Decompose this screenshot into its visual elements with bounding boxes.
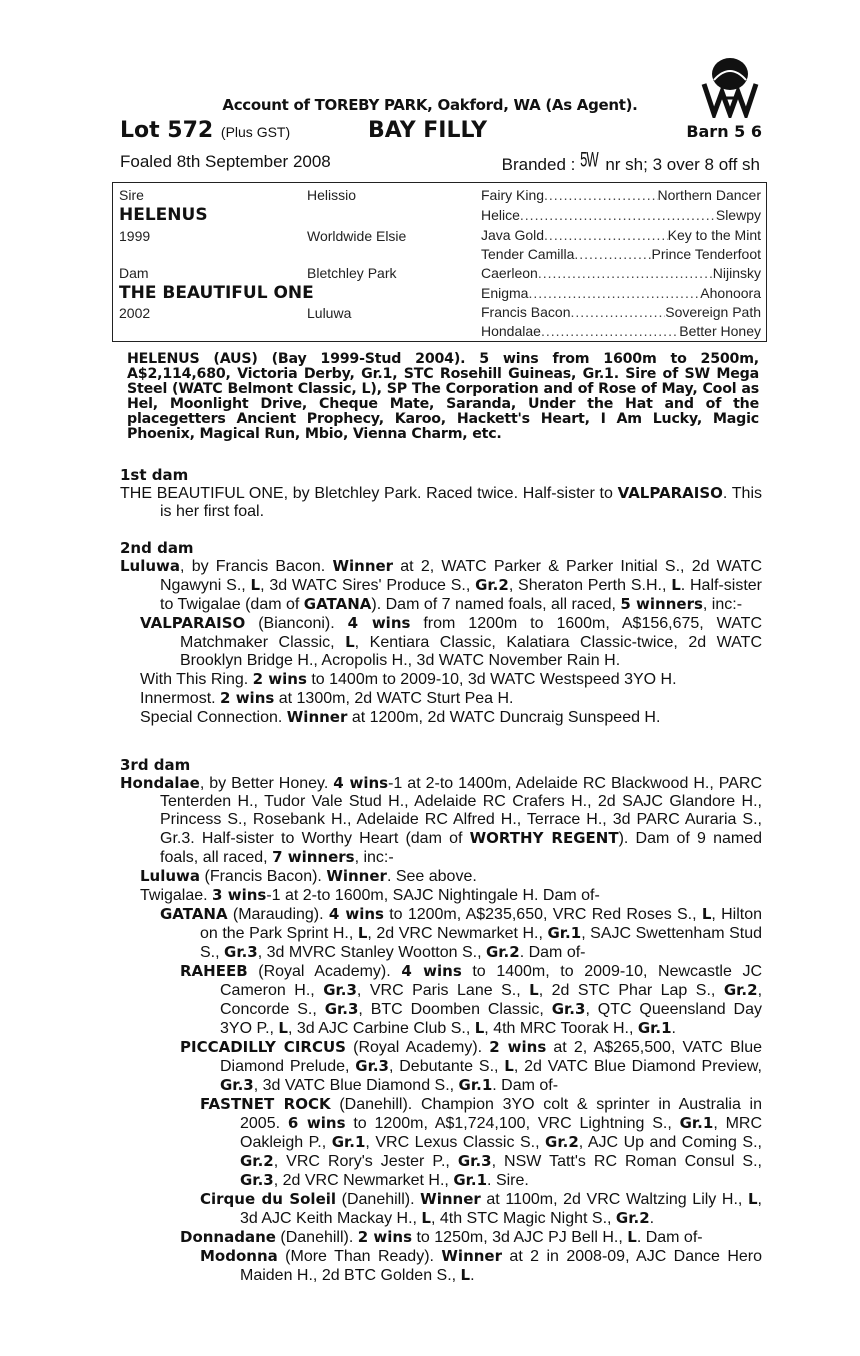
sire-year: 1999	[119, 228, 151, 244]
gg-row	[481, 304, 761, 320]
gg-dam: Prince Tenderfoot	[651, 246, 761, 262]
third-dam-heading: 3rd dam	[120, 756, 191, 774]
gg-dam: Nijinsky	[712, 265, 761, 281]
sire-name: HELENUS	[119, 205, 208, 225]
horse-description: BAY FILLY	[368, 118, 488, 143]
sire-sire: Helissio	[307, 187, 357, 203]
hondalae-entry: Hondalae, by Better Honey. 4 wins-1 at 2-to 1400m, Adelaide RC Blackwood H., PARC Tenterden H., Tudor Vale Stud H., Adelaide RC Crafers H., 2d SAJC Glandore H., Princess S., Rosebank H., Adelaide RC Alfred H., Terrace H., 3d PARC Auraria S., Gr.3. Half-sister to Worthy Heart (dam of WORTHY REGENT). Dam of 9 named foals, all raced, 7 winners, inc:-	[120, 774, 763, 866]
lot-number	[120, 118, 290, 143]
fastnet-rock-entry: FASTNET ROCK (Danehill). Champion 3YO colt & sprinter in Australia in 2005. 6 wins to 1200m, A$1,724,100, VRC Lightning S., Gr.1, MRC Oakleigh P., Gr.1, VRC Lexus Classic S., Gr.2, AJC Up and Coming S., Gr.2, VRC Rory's Jester P., Gr.3, NSW Tatt's RC Roman Consul S., Gr.3, 2d VRC Newmarket H., Gr.1. Sire.	[200, 1095, 763, 1189]
gg-row	[481, 285, 761, 301]
piccadilly-circus-entry: PICCADILLY CIRCUS (Royal Academy). 2 wins at 2, A$265,500, VATC Blue Diamond Prelude, Gr.3, Debutante S., L, 2d VATC Blue Diamond Preview, Gr.3, 3d VATC Blue Diamond S., Gr.1. Dam of-	[180, 1038, 763, 1094]
dam-dam: Luluwa	[307, 305, 352, 321]
gg-dam: Northern Dancer	[657, 187, 761, 203]
third-dam-section	[120, 756, 762, 1285]
gatana-entry: GATANA (Marauding). 4 wins to 1200m, A$235,650, VRC Red Roses S., L, Hilton on the Park Sprint H., L, 2d VRC Newmarket H., Gr.1, SAJC Swettenham Stud S., Gr.3, 3d MVRC Stanley Wootton S., Gr.2. Dam of-	[160, 905, 763, 961]
modonna-entry: Modonna (More Than Ready). Winner at 2 in 2008-09, AJC Dance Hero Maiden H., 2d BTC Golden S., L.	[200, 1247, 763, 1284]
brand-prefix: Branded :	[501, 155, 576, 174]
first-dam-section	[120, 466, 762, 521]
gg-dam: Key to the Mint	[667, 227, 761, 243]
gg-sire: Hondalae	[481, 323, 541, 339]
sire-label: Sire	[119, 187, 144, 203]
gg-sire: Enigma	[481, 285, 529, 301]
gg-sire: Helice	[481, 207, 520, 223]
gg-dam: Better Honey	[679, 323, 761, 339]
innermost-entry: Innermost. 2 wins at 1300m, 2d WATC Sturt Pea H.	[140, 689, 514, 707]
sire-biography: HELENUS (AUS) (Bay 1999-Stud 2004). 5 wins from 1600m to 2500m, A$2,114,680, Victoria Derby, Gr.1, STC Rosehill Guineas, Gr.1. Sire of SW Mega Steel (WATC Belmont Classic, L), SP The Corporation and of Rose of May, Cool as Hel, Moonlight Drive, Cheque Mate, Saranda, Under the Hat and of the placegetters Ancient Prophecy, Karoo, Hackett's Heart, I Am Lucky, Magic Phoenix, Magical Run, Mbio, Vienna Charm, etc.	[127, 351, 759, 442]
gst-note: (Plus GST)	[220, 124, 291, 140]
cirque-du-soleil-entry: Cirque du Soleil (Danehill). Winner at 1100m, 2d VRC Waltzing Lily H., L, 3d AJC Keith Mackay H., L, 4th STC Magic Night S., Gr.2.	[200, 1190, 762, 1227]
gg-sire: Tender Camilla	[481, 246, 575, 262]
brand-suffix: nr sh; 3 over 8 off sh	[605, 155, 760, 174]
gg-row	[481, 207, 761, 223]
valparaiso-entry: VALPARAISO (Bianconi). 4 wins from 1200m to 1600m, A$156,675, WATC Matchmaker Classic, L, Kentiara Classic, Kalatiara Classic-twice, 2d WATC Brooklyn Bridge H., Acropolis H., 3d WATC November Rain H.	[140, 614, 763, 669]
dam-name: THE BEAUTIFUL ONE	[119, 283, 314, 303]
barn-number: Barn 5 6	[686, 122, 762, 141]
gg-row	[481, 187, 761, 203]
twigalae-entry: Twigalae. 3 wins-1 at 2-to 1600m, SAJC Nightingale H. Dam of-	[140, 886, 600, 904]
luluwa-ref-entry: Luluwa (Francis Bacon). Winner. See above.	[140, 867, 477, 885]
special-connection-entry: Special Connection. Winner at 1200m, 2d WATC Duncraig Sunspeed H.	[140, 708, 661, 726]
lot-line	[120, 118, 762, 148]
gg-sire: Fairy King	[481, 187, 545, 203]
luluwa-entry: Luluwa, by Francis Bacon. Winner at 2, WATC Parker & Parker Initial S., 2d WATC Ngawyni S., L, 3d WATC Sires' Produce S., Gr.2, Sheraton Perth S.H., L. Half-sister to Twigalae (dam of GATANA). Dam of 7 named foals, all raced, 5 winners, inc:-	[120, 557, 763, 613]
gg-sire: Francis Bacon	[481, 304, 571, 320]
pedigree-table	[112, 182, 767, 342]
foaled-date: Foaled 8th September 2008	[120, 152, 331, 171]
gg-dam: Slewpy	[715, 207, 761, 223]
gg-row	[481, 246, 761, 262]
gg-sire: Java Gold	[481, 227, 545, 243]
dam-year: 2002	[119, 305, 151, 321]
sire-dam: Worldwide Elsie	[307, 228, 407, 244]
gg-sire: Caerleon	[481, 265, 538, 281]
second-dam-heading: 2nd dam	[120, 539, 194, 557]
gg-dam: Sovereign Path	[665, 304, 761, 320]
dam-sire: Bletchley Park	[307, 265, 397, 281]
gg-row	[481, 265, 761, 281]
gg-dam: Ahonoora	[700, 285, 761, 301]
first-dam-heading: 1st dam	[120, 466, 189, 484]
gg-row	[481, 227, 761, 243]
second-dam-section	[120, 539, 762, 727]
vendor-account: Account of TOREBY PARK, Oakford, WA (As Agent).	[222, 96, 638, 114]
brand-info	[501, 147, 760, 175]
lot-label: Lot 572	[120, 118, 214, 143]
brand-mark: 5W	[580, 147, 598, 172]
raheeb-entry: RAHEEB (Royal Academy). 4 wins to 1400m, to 2009-10, Newcastle JC Cameron H., Gr.3, VRC Paris Lane S., L, 2d STC Phar Lap S., Gr.2, Concorde S., Gr.3, BTC Doomben Classic, Gr.3, QTC Queensland Day 3YO P., L, 3d AJC Carbine Club S., L, 4th MRC Toorak H., Gr.1.	[180, 962, 763, 1037]
donnadane-entry: Donnadane (Danehill). 2 wins to 1250m, 3d AJC PJ Bell H., L. Dam of-	[180, 1228, 703, 1246]
first-dam-text: THE BEAUTIFUL ONE, by Bletchley Park. Raced twice. Half-sister to VALPARAISO. This is her first foal.	[120, 484, 763, 520]
dam-label: Dam	[119, 265, 149, 281]
with-this-ring-entry: With This Ring. 2 wins to 1400m to 2009-10, 3d WATC Westspeed 3YO H.	[140, 670, 677, 688]
gg-row	[481, 323, 761, 339]
